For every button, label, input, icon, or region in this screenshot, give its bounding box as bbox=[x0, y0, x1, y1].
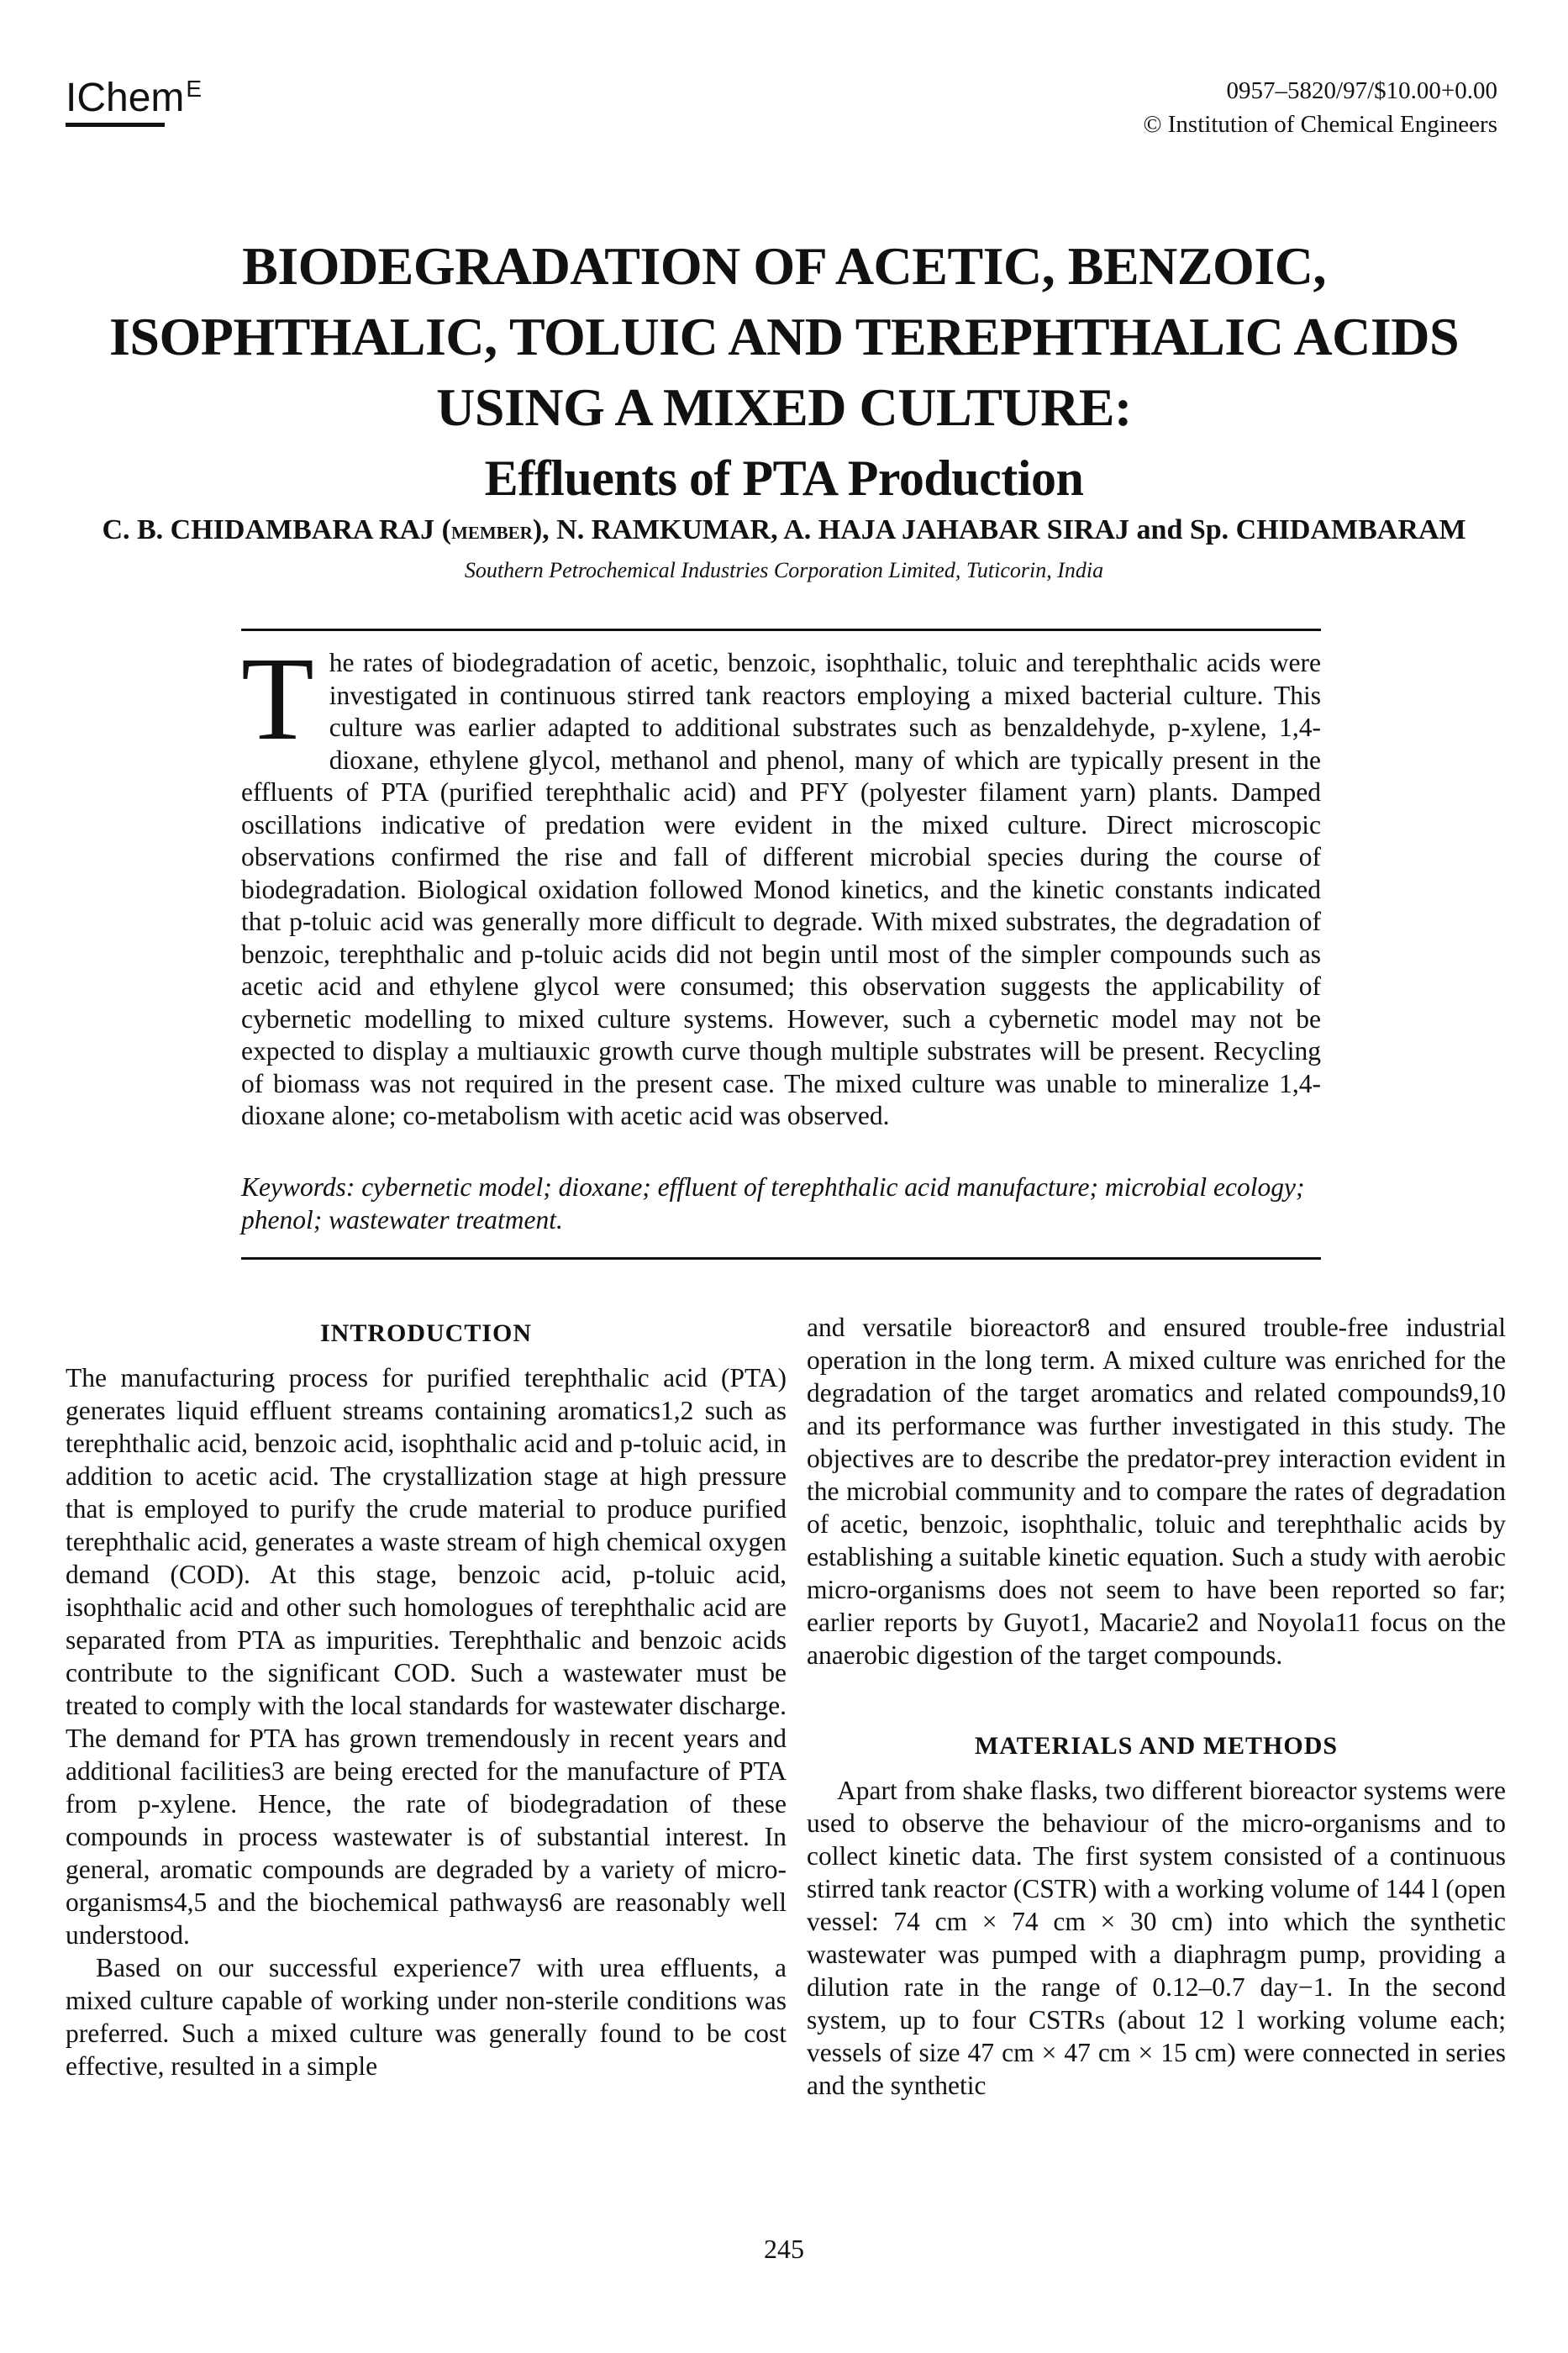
abstract-bottom-rule bbox=[241, 1257, 1321, 1260]
logo-superscript: E bbox=[186, 76, 203, 102]
issn-line: 0957–5820/97/$10.00+0.00 bbox=[1226, 77, 1497, 104]
title-line-1: BIODEGRADATION OF ACETIC, BENZOIC, bbox=[242, 236, 1326, 296]
abstract bbox=[241, 632, 1321, 1133]
author-list bbox=[50, 514, 1518, 546]
abstract-dropcap: T bbox=[241, 632, 314, 765]
author-part-2: ), N. RAMKUMAR, A. HAJA JAHABAR SIRAJ and Sp. CHIDAMBARAM bbox=[532, 514, 1466, 545]
abstract-top-rule bbox=[241, 629, 1321, 631]
page-number: 245 bbox=[764, 2234, 804, 2264]
title-line-3: USING A MIXED CULTURE: bbox=[436, 377, 1132, 437]
keywords: Keywords: cybernetic model; dioxane; effluent of terephthalic acid manufacture; microbial ecology; phenol; wastewater treatment. bbox=[241, 1172, 1305, 1234]
logo-text: IChem bbox=[66, 76, 185, 120]
logo-underline bbox=[66, 123, 165, 127]
right-column bbox=[807, 1311, 1506, 2102]
methods-paragraph-1: Apart from shake flasks, two different bioreactor systems were used to observe the behaviour of the micro-organisms and to collect kinetic data. The first system consisted of a continuous stirred tank reactor (CSTR) with a working volume of 144 l (open vessel: 74 cm × 74 cm × 30 cm) into which the synthetic wastewater was pumped with a diaphragm pump, providing a dilution rate in the range of 0.12–0.7 day−1. In the second system, up to four CSTRs (about 12 l working volume each; vessels of size 47 cm × 47 cm × 15 cm) were connected in series and the synthetic bbox=[807, 1776, 1506, 2100]
copyright-line: © Institution of Chemical Engineers bbox=[1143, 111, 1497, 138]
left-column bbox=[66, 1311, 787, 2082]
paper-title bbox=[84, 231, 1484, 513]
journal-logo bbox=[66, 77, 202, 118]
paper-subtitle: Effluents of PTA Production bbox=[484, 450, 1084, 506]
methods-heading: MATERIALS AND METHODS bbox=[974, 1732, 1339, 1760]
introduction-heading: INTRODUCTION bbox=[319, 1319, 533, 1347]
member-label: member bbox=[451, 517, 533, 545]
author-part-1: C. B. CHIDAMBARA RAJ ( bbox=[102, 514, 451, 545]
introduction-paragraph-2: Based on our successful experience7 with urea effluents, a mixed culture capable of working under non-sterile conditions was preferred. Such a mixed culture was generally found to be cost effective, resulted in a simple bbox=[66, 1953, 787, 2081]
abstract-text: he rates of biodegradation of acetic, benzoic, isophthalic, toluic and terephthalic acids were investigated in continuous stirred tank reactors employing a mixed bacterial culture. This culture was earlier adapted to additional substrates such as benzaldehyde, p-xylene, 1,4-dioxane, ethylene glycol, methanol and phenol, many of which are typically present in the effluents of PTA (purified terephthalic acid) and PFY (polyester filament yarn) plants. Damped oscillations indicative of predation were evident in the mixed culture. Direct microscopic observations confirmed the rise and fall of different microbial species during the course of biodegradation. Biological oxidation followed Monod kinetics, and the kinetic constants indicated that p-toluic acid was generally more difficult to degrade. With mixed substrates, the degradation of benzoic, terephthalic and p-toluic acids did not begin until most of the simpler compounds such as acetic acid and ethylene glycol were consumed; this observation suggests the applicability of cybernetic modelling to mixed culture systems. However, such a cybernetic model may not be expected to display a multiauxic growth curve though multiple substrates will be present. Recycling of biomass was not required in the present case. The mixed culture was unable to mineralize 1,4-dioxane alone; co-metabolism with acetic acid was observed. bbox=[241, 648, 1321, 1130]
publication-info bbox=[1143, 74, 1497, 141]
title-line-2: ISOPHTHALIC, TOLUIC AND TEREPHTHALIC ACIDS bbox=[108, 307, 1460, 366]
introduction-paragraph-1: The manufacturing process for purified terephthalic acid (PTA) generates liquid effluent streams containing aromatics1,2 such as terephthalic acid, benzoic acid, isophthalic acid and p-toluic acid, in addition to acetic acid. The crystallization stage at high pressure that is employed to purify the crude material to produce purified terephthalic acid, generates a waste stream of high chemical oxygen demand (COD). At this stage, benzoic acid, p-toluic acid, isophthalic acid and other such homologues of terephthalic acid are separated from PTA as impurities. Terephthalic and benzoic acids contribute to the significant COD. Such a wastewater must be treated to comply with the local standards for wastewater discharge. The demand for PTA has grown tremendously in recent years and additional facilities3 are being erected for the manufacture of PTA from p-xylene. Hence, the rate of biodegradation of these compounds in process wastewater is of substantial interest. In general, aromatic compounds are degraded by a variety of micro-organisms4,5 and the biochemical pathways6 are reasonably well understood. bbox=[66, 1363, 787, 1950]
introduction-paragraph-3: and versatile bioreactor8 and ensured trouble-free industrial operation in the long term. A mixed culture was enriched for the degradation of the target aromatics and related compounds9,10 and its performance was further investigated in this study. The objectives are to describe the predator-prey interaction evident in the microbial community and to compare the rates of degradation of acetic, benzoic, isophthalic, toluic and terephthalic acids by establishing a suitable kinetic equation. Such a study with aerobic micro-organisms does not seem to have been reported so far; earlier reports by Guyot1, Macarie2 and Noyola11 focus on the anaerobic digestion of the target compounds. bbox=[807, 1313, 1506, 1670]
affiliation: Southern Petrochemical Industries Corporation Limited, Tuticorin, India bbox=[464, 558, 1104, 582]
